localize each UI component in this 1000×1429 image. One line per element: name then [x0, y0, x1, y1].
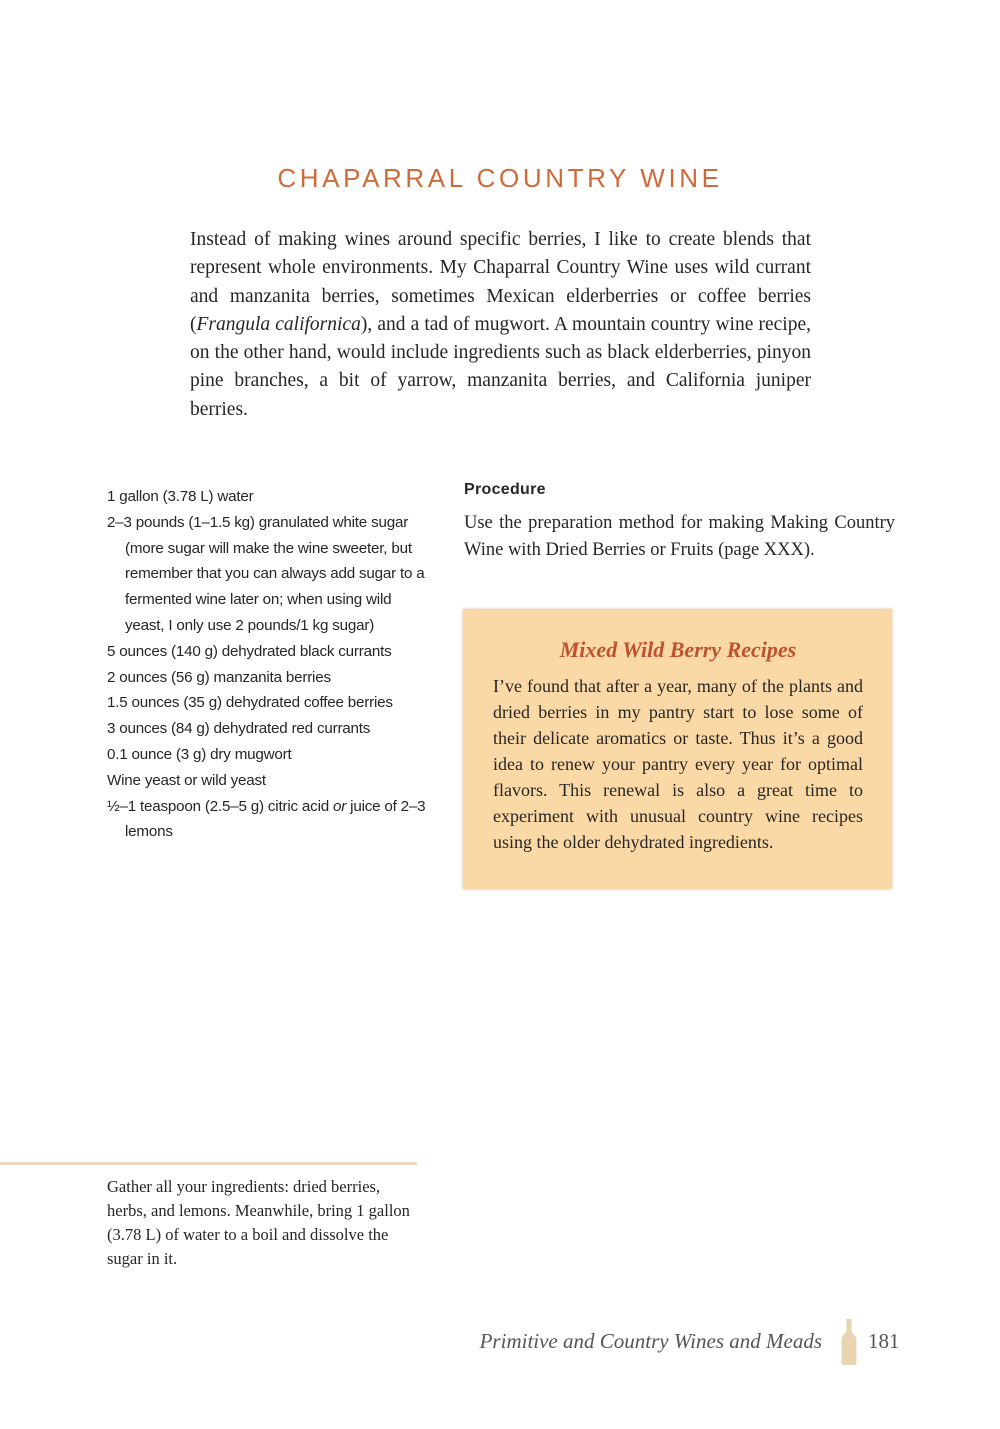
intro-text-part2: ), and a tad of mugwort. A mountain country wine recipe, on the other hand, would include ingredients such as black elderberries, pinyon pine branches, a bit of yarrow, manzanita berries, and California juniper berries. — [190, 313, 811, 420]
ingredient-item: Wine yeast or wild yeast — [107, 771, 266, 789]
running-footer-title: Primitive and Country Wines and Meads — [479, 1329, 822, 1353]
procedure-text: Use the preparation method for making Making Country Wine with Dried Berries or Fruits (page XXX). — [464, 513, 895, 560]
photo-caption: Gather all your ingredients: dried berries, herbs, and lemons. Meanwhile, bring 1 gallon (3.78 L) of water to a boil and dissolve the sugar in it. — [107, 1177, 410, 1268]
caption-divider — [0, 1162, 417, 1165]
intro-species-name: Frangula californica — [196, 313, 361, 335]
recipe-title: CHAPARRAL COUNTRY WINE — [277, 163, 723, 194]
wine-bottle-icon — [838, 1318, 860, 1366]
ingredient-item: 3 ounces (84 g) dehydrated red currants — [107, 720, 371, 738]
sidebar-box — [463, 609, 892, 889]
ingredient-list — [107, 484, 427, 845]
ingredient-item-citric-acid — [107, 794, 427, 846]
procedure-heading: Procedure — [464, 481, 546, 498]
ingredient-item: 0.1 ounce (3 g) dry mugwort — [107, 745, 292, 763]
ingredient-item: 2 ounces (56 g) manzanita berries — [107, 668, 331, 686]
page-number: 181 — [868, 1329, 900, 1353]
ingredient-item: 1.5 ounces (35 g) dehydrated coffee berries — [107, 694, 393, 712]
wine-bottle-shape — [842, 1319, 857, 1365]
intro-text-part1: Instead of making wines around specific berries, I like to create blends that represent whole environments. My Chaparral Country Wine uses wild currant and manzanita berries, sometimes Mexican elderberries or coffee berries ( — [190, 229, 811, 335]
sidebar-text: I’ve found that after a year, many of the plants and dried berries in my pantry start to lose some of their delicate aromatics or taste. Thus it’s a good idea to renew your pantry every year for optimal flavors. This renewal is also a great time to experiment with unusual country wine recipes using the older dehydrated ingredients. — [493, 676, 863, 852]
citric-acid-lemons: juice of 2–3 lemons — [125, 797, 426, 841]
citric-acid-or: or — [333, 797, 347, 815]
ingredient-item: 5 ounces (140 g) dehydrated black currants — [107, 642, 392, 660]
ingredient-item: 2–3 pounds (1–1.5 kg) granulated white sugar (more sugar will make the wine sweeter, but remember that you can always add sugar to a fermented wine later on; when using wild yeast, I only use 2 pounds/1 kg sugar) — [107, 513, 425, 634]
sidebar-title: Mixed Wild Berry Recipes — [559, 637, 797, 662]
citric-acid-text: ½–1 teaspoon (2.5–5 g) citric acid — [107, 797, 334, 815]
ingredient-item: 1 gallon (3.78 L) water — [107, 488, 254, 505]
intro-paragraph — [190, 226, 811, 424]
